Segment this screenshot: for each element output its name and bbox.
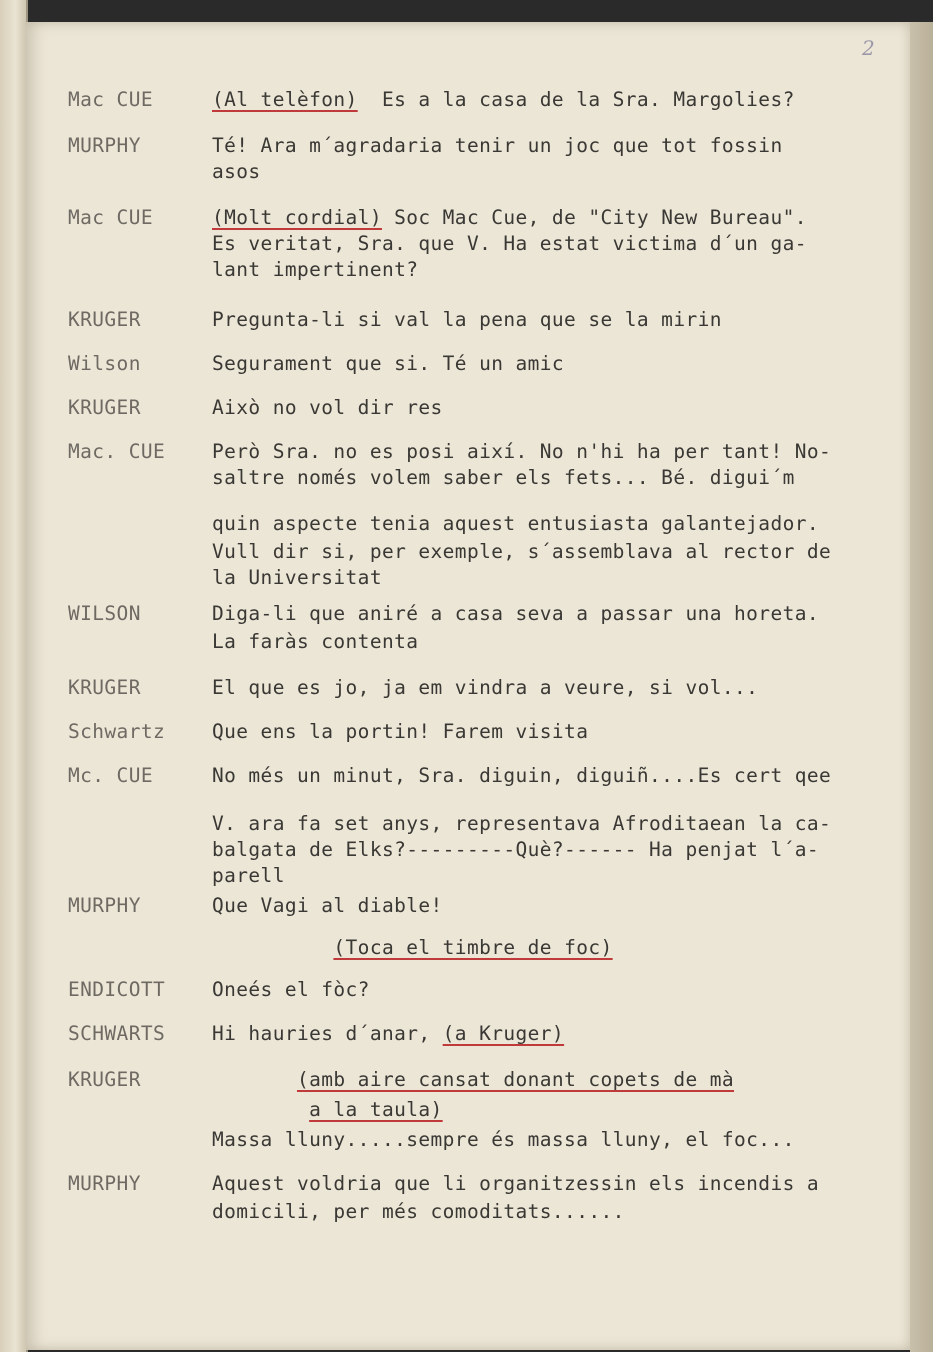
document-page xyxy=(26,22,910,1350)
dialogue-text: saltre només volem saber els fets... Bé. digui´m xyxy=(212,466,795,489)
dialogue-text: domicili, per més comoditats...... xyxy=(212,1200,625,1223)
dialogue-line xyxy=(212,1098,443,1121)
page-number: 2 xyxy=(862,36,875,60)
stage-direction: (Molt cordial) xyxy=(212,206,382,229)
dialogue-line xyxy=(212,88,795,111)
dialogue-line xyxy=(212,1128,795,1151)
dialogue-line xyxy=(212,512,819,535)
speaker-name: SCHWARTS xyxy=(68,1022,166,1045)
speaker-name: KRUGER xyxy=(68,396,141,419)
dialogue-line xyxy=(212,466,795,489)
dialogue-line xyxy=(212,1200,625,1223)
dialogue-line xyxy=(212,566,382,589)
dialogue-text: balgata de Elks?---------Què?------ Ha penjat l´a- xyxy=(212,838,819,861)
dialogue-text: Es veritat, Sra. que V. Ha estat victima d´un ga- xyxy=(212,232,807,255)
speaker-name: Schwartz xyxy=(68,720,166,743)
dialogue-text: Però Sra. no es posi així. No n'hi ha per tant! No- xyxy=(212,440,832,463)
dialogue-line xyxy=(212,602,819,625)
dialogue-text: Segurament que si. Té un amic xyxy=(212,352,565,375)
dialogue-text: Que Vagi al diable! xyxy=(212,894,443,917)
dialogue-text: La faràs contenta xyxy=(212,630,419,653)
dialogue-line xyxy=(212,1068,734,1091)
dialogue-line xyxy=(212,720,588,743)
dialogue-text: El que es jo, ja em vindra a veure, si vol... xyxy=(212,676,759,699)
dialogue-text: No més un minut, Sra. diguin, diguiñ....Es cert qee xyxy=(212,764,832,787)
stage-direction: (a Kruger) xyxy=(442,1022,565,1045)
dialogue-line xyxy=(212,1022,564,1045)
dialogue-line xyxy=(212,812,831,835)
stage-direction: a la taula) xyxy=(309,1098,443,1121)
dialogue-line xyxy=(212,206,807,229)
dialogue-text: Aquest voldria que li organitzessin els incendis a xyxy=(212,1172,819,1195)
speaker-name: Mc. CUE xyxy=(68,764,153,787)
dialogue-line xyxy=(212,1172,819,1195)
speaker-name: MURPHY xyxy=(68,134,141,157)
dialogue-text: Diga-li que aniré a casa seva a passar una horeta. xyxy=(212,602,819,625)
dialogue-text: parell xyxy=(212,864,285,887)
stage-direction: (Toca el timbre de foc) xyxy=(333,936,613,959)
dialogue-line xyxy=(212,308,722,331)
dialogue-text: lant impertinent? xyxy=(212,258,419,281)
dialogue-text: Soc Mac Cue, de "City New Bureau". xyxy=(381,206,807,229)
speaker-name: MURPHY xyxy=(68,894,141,917)
binding-edge xyxy=(910,22,933,1352)
speaker-name: ENDICOTT xyxy=(68,978,166,1001)
dialogue-text xyxy=(212,936,333,959)
dialogue-line xyxy=(212,894,443,917)
dialogue-line xyxy=(212,764,831,787)
dialogue-text xyxy=(212,1068,297,1091)
dialogue-text: Pregunta-li si val la pena que se la mirin xyxy=(212,308,722,331)
dialogue-line xyxy=(212,936,613,959)
dialogue-text: Massa lluny.....sempre és massa lluny, el foc... xyxy=(212,1128,795,1151)
speaker-name: Mac CUE xyxy=(68,206,153,229)
speaker-name: Mac. CUE xyxy=(68,440,166,463)
dialogue-line xyxy=(212,838,819,861)
dialogue-line xyxy=(212,676,758,699)
speaker-name: KRUGER xyxy=(68,1068,141,1091)
previous-page-edge xyxy=(0,0,28,1352)
dialogue-line xyxy=(212,978,370,1001)
dialogue-line xyxy=(212,352,564,375)
dialogue-text: quin aspecte tenia aquest entusiasta galantejador. xyxy=(212,512,819,535)
dialogue-text xyxy=(212,1098,309,1121)
dialogue-line xyxy=(212,864,285,887)
dialogue-text: Es a la casa de la Sra. Margolies? xyxy=(357,88,795,111)
dialogue-text: la Universitat xyxy=(212,566,382,589)
dialogue-text: asos xyxy=(212,160,261,183)
dialogue-line xyxy=(212,160,261,183)
dialogue-line xyxy=(212,630,418,653)
speaker-name: Wilson xyxy=(68,352,141,375)
stage-direction: (Al telèfon) xyxy=(212,88,358,111)
dialogue-line xyxy=(212,134,783,157)
dialogue-text: Això no vol dir res xyxy=(212,396,443,419)
speaker-name: MURPHY xyxy=(68,1172,141,1195)
dialogue-line xyxy=(212,540,831,563)
dialogue-text: Oneés el fòc? xyxy=(212,978,370,1001)
speaker-name: KRUGER xyxy=(68,676,141,699)
dialogue-text: V. ara fa set anys, representava Afroditaean la ca- xyxy=(212,812,832,835)
dialogue-line xyxy=(212,258,418,281)
dialogue-line xyxy=(212,440,831,463)
dialogue-text: Que ens la portin! Farem visita xyxy=(212,720,589,743)
speaker-name: WILSON xyxy=(68,602,141,625)
speaker-name: Mac CUE xyxy=(68,88,153,111)
dialogue-text: Vull dir si, per exemple, s´assemblava al rector de xyxy=(212,540,832,563)
dialogue-text: Té! Ara m´agradaria tenir un joc que tot fossin xyxy=(212,134,783,157)
speaker-name: KRUGER xyxy=(68,308,141,331)
dialogue-text: Hi hauries d´anar, xyxy=(212,1022,443,1045)
stage-direction: (amb aire cansat donant copets de mà xyxy=(296,1068,735,1091)
dialogue-line xyxy=(212,232,807,255)
dialogue-line xyxy=(212,396,443,419)
